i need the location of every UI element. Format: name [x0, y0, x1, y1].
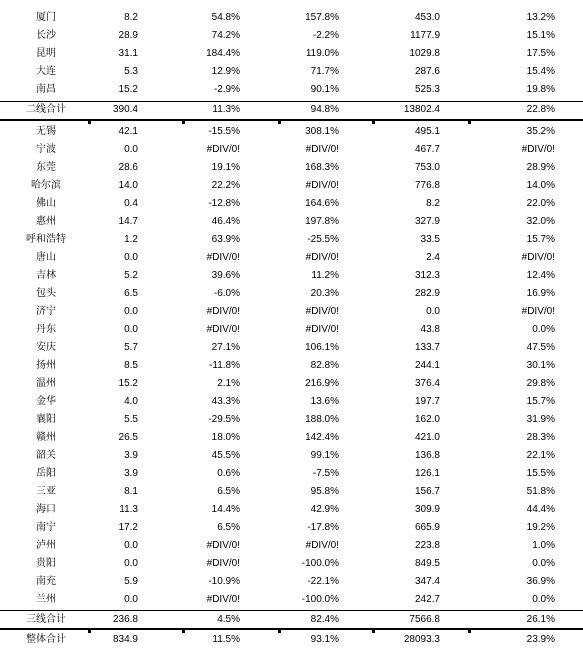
table-row — [0, 611, 583, 629]
value-cell: 133.7 — [414, 342, 440, 353]
city-cell: 扬州 — [36, 360, 56, 371]
table-row — [0, 213, 583, 231]
value-cell: 168.3% — [305, 162, 339, 173]
value-cell: 8.2 — [426, 198, 440, 209]
value-cell: 753.0 — [414, 162, 440, 173]
value-cell: 35.2% — [526, 126, 555, 137]
city-cell: 大连 — [36, 66, 56, 77]
value-cell: 15.5% — [526, 468, 555, 479]
value-cell: 28.9% — [526, 162, 555, 173]
value-cell: 0.6% — [217, 468, 240, 479]
value-cell: 18.0% — [211, 432, 240, 443]
value-cell: 162.0 — [414, 414, 440, 425]
value-cell: 0.0% — [532, 594, 555, 605]
value-cell: 136.8 — [414, 450, 440, 461]
value-cell: 6.5% — [217, 486, 240, 497]
value-cell: 1029.8 — [409, 48, 440, 59]
value-cell: -25.5% — [307, 234, 339, 245]
value-cell: 14.4% — [211, 504, 240, 515]
value-cell: 31.9% — [526, 414, 555, 425]
value-cell: 15.4% — [526, 66, 555, 77]
value-cell: 39.6% — [211, 270, 240, 281]
value-cell: -29.5% — [208, 414, 240, 425]
value-cell: 22.2% — [211, 180, 240, 191]
city-cell: 兰州 — [36, 594, 56, 605]
value-cell: 15.2 — [118, 378, 138, 389]
table-row — [0, 519, 583, 537]
value-cell: #DIV/0! — [305, 324, 339, 335]
value-cell: 13.6% — [310, 396, 339, 407]
city-cell: 整体合计 — [26, 634, 66, 645]
value-cell: 184.4% — [206, 48, 240, 59]
value-cell: -12.8% — [208, 198, 240, 209]
value-cell: 82.8% — [310, 360, 339, 371]
value-cell: 43.8 — [420, 324, 440, 335]
city-cell: 三亚 — [36, 486, 56, 497]
value-cell: 3.9 — [124, 450, 138, 461]
value-cell: 12.4% — [526, 270, 555, 281]
column-tick — [182, 630, 185, 633]
city-cell: 哈尔滨 — [31, 180, 61, 191]
value-cell: 421.0 — [414, 432, 440, 443]
value-cell: 12.9% — [211, 66, 240, 77]
value-cell: 164.6% — [305, 198, 339, 209]
value-cell: #DIV/0! — [206, 558, 240, 569]
table-row — [0, 231, 583, 249]
value-cell: 0.0 — [124, 558, 138, 569]
value-cell: 2.4 — [426, 252, 440, 263]
value-cell: 22.8% — [526, 104, 555, 115]
city-cell: 昆明 — [36, 48, 56, 59]
value-cell: 4.5% — [217, 614, 240, 625]
value-cell: 99.1% — [310, 450, 339, 461]
value-cell: -6.0% — [213, 288, 240, 299]
value-cell: 156.7 — [414, 486, 440, 497]
table-row — [0, 357, 583, 375]
value-cell: 119.0% — [305, 48, 339, 59]
value-cell: 14.7 — [118, 216, 138, 227]
value-cell: 282.9 — [414, 288, 440, 299]
value-cell: 27.1% — [211, 342, 240, 353]
table-row — [0, 303, 583, 321]
value-cell: 287.6 — [414, 66, 440, 77]
table-rule — [0, 610, 583, 611]
column-tick — [278, 630, 281, 633]
value-cell: 0.0 — [124, 540, 138, 551]
value-cell: 16.9% — [526, 288, 555, 299]
value-cell: 5.5 — [124, 414, 138, 425]
table-row — [0, 393, 583, 411]
value-cell: 312.3 — [414, 270, 440, 281]
city-cell: 温州 — [36, 378, 56, 389]
value-cell: 467.7 — [414, 144, 440, 155]
value-cell: #DIV/0! — [206, 324, 240, 335]
table-row — [0, 429, 583, 447]
city-cell: 厦门 — [36, 12, 56, 23]
city-cell: 丹东 — [36, 324, 56, 335]
value-cell: 15.7% — [526, 396, 555, 407]
value-cell: 0.0 — [124, 252, 138, 263]
column-tick — [182, 121, 185, 124]
value-cell: 0.0 — [124, 324, 138, 335]
table-row — [0, 573, 583, 591]
city-cell: 南昌 — [36, 84, 56, 95]
city-cell: 无锡 — [36, 126, 56, 137]
value-cell: 28093.3 — [403, 634, 440, 645]
value-cell: 242.7 — [414, 594, 440, 605]
value-cell: 11.3 — [119, 504, 138, 515]
value-cell: 1177.9 — [410, 30, 440, 41]
value-cell: 0.0 — [124, 144, 138, 155]
column-tick — [88, 630, 91, 633]
value-cell: 20.3% — [310, 288, 339, 299]
column-tick — [372, 630, 375, 633]
city-cell: 宁波 — [36, 144, 56, 155]
value-cell: 19.8% — [526, 84, 555, 95]
value-cell: 19.2% — [526, 522, 555, 533]
city-cell: 南充 — [36, 576, 56, 587]
value-cell: 216.9% — [305, 378, 339, 389]
table-row — [0, 321, 583, 339]
value-cell: 11.3% — [212, 104, 240, 115]
value-cell: 28.9 — [118, 30, 138, 41]
value-cell: 74.2% — [211, 30, 240, 41]
value-cell: -100.0% — [301, 558, 339, 569]
value-cell: 0.0 — [124, 306, 138, 317]
table-row — [0, 555, 583, 573]
value-cell: 26.5 — [118, 432, 138, 443]
value-cell: 22.1% — [526, 450, 555, 461]
value-cell: #DIV/0! — [305, 180, 339, 191]
table-row — [0, 249, 583, 267]
value-cell: 6.5 — [124, 288, 138, 299]
value-cell: #DIV/0! — [521, 306, 555, 317]
value-cell: -2.2% — [312, 30, 339, 41]
value-cell: 29.8% — [526, 378, 555, 389]
value-cell: 5.9 — [124, 576, 138, 587]
table-row — [0, 375, 583, 393]
table-row — [0, 631, 583, 649]
value-cell: 849.5 — [414, 558, 440, 569]
value-cell: 6.5% — [217, 522, 240, 533]
table-row — [0, 537, 583, 555]
city-cell: 济宁 — [36, 306, 56, 317]
column-tick — [468, 121, 471, 124]
value-cell: 30.1% — [526, 360, 555, 371]
table-row — [0, 101, 583, 119]
city-cell: 呼和浩特 — [26, 234, 66, 245]
table-row — [0, 465, 583, 483]
value-cell: 834.9 — [112, 634, 138, 645]
value-cell: #DIV/0! — [521, 144, 555, 155]
value-cell: 390.4 — [112, 104, 138, 115]
value-cell: 5.7 — [124, 342, 138, 353]
value-cell: 0.0 — [426, 306, 440, 317]
column-tick — [88, 121, 91, 124]
value-cell: -100.0% — [301, 594, 339, 605]
city-cell: 长沙 — [36, 30, 56, 41]
table-row — [0, 177, 583, 195]
city-cell: 金华 — [36, 396, 56, 407]
value-cell: 0.0% — [532, 558, 555, 569]
value-cell: 0.4 — [124, 198, 138, 209]
value-cell: 19.1% — [211, 162, 240, 173]
table-rule — [0, 101, 583, 102]
value-cell: 495.1 — [414, 126, 440, 137]
city-cell: 吉林 — [36, 270, 56, 281]
value-cell: 93.1% — [310, 634, 339, 645]
table-row — [0, 195, 583, 213]
value-cell: 95.8% — [310, 486, 339, 497]
value-cell: #DIV/0! — [305, 306, 339, 317]
value-cell: 2.1% — [217, 378, 240, 389]
value-cell: #DIV/0! — [521, 252, 555, 263]
city-cell: 贵阳 — [36, 558, 56, 569]
value-cell: #DIV/0! — [206, 144, 240, 155]
value-cell: 28.6 — [118, 162, 138, 173]
value-cell: 188.0% — [305, 414, 339, 425]
value-cell: -11.8% — [209, 360, 240, 371]
table-row — [0, 285, 583, 303]
value-cell: 17.5% — [526, 48, 555, 59]
column-tick — [468, 630, 471, 633]
value-cell: 244.1 — [414, 360, 440, 371]
value-cell: #DIV/0! — [206, 306, 240, 317]
table-row — [0, 159, 583, 177]
city-cell: 包头 — [36, 288, 56, 299]
value-cell: 33.5 — [420, 234, 440, 245]
value-cell: 14.0% — [526, 180, 555, 191]
value-cell: 0.0% — [532, 324, 555, 335]
value-cell: #DIV/0! — [305, 144, 339, 155]
value-cell: 15.1% — [526, 30, 555, 41]
value-cell: 8.2 — [124, 12, 138, 23]
value-cell: 13.2% — [526, 12, 555, 23]
value-cell: 15.2 — [118, 84, 138, 95]
value-cell: 4.0 — [124, 396, 138, 407]
value-cell: 665.9 — [414, 522, 440, 533]
value-cell: 5.3 — [124, 66, 138, 77]
table-row — [0, 591, 583, 609]
value-cell: 54.8% — [211, 12, 240, 23]
table-row — [0, 483, 583, 501]
value-cell: 42.9% — [310, 504, 339, 515]
city-cell: 佛山 — [36, 198, 56, 209]
value-cell: 90.1% — [310, 84, 339, 95]
city-cell: 二线合计 — [26, 104, 66, 115]
value-cell: #DIV/0! — [305, 252, 339, 263]
value-cell: 525.3 — [414, 84, 440, 95]
value-cell: 776.8 — [414, 180, 440, 191]
value-cell: 14.0 — [118, 180, 138, 191]
value-cell: 142.4% — [305, 432, 339, 443]
city-cell: 东莞 — [36, 162, 56, 173]
value-cell: 31.1 — [118, 48, 138, 59]
city-cell: 海口 — [36, 504, 56, 515]
column-tick — [372, 121, 375, 124]
city-cell: 泸州 — [36, 540, 56, 551]
value-cell: 26.1% — [526, 614, 555, 625]
value-cell: 42.1 — [118, 126, 138, 137]
city-cell: 南宁 — [36, 522, 56, 533]
value-cell: 11.5% — [212, 634, 240, 645]
table-row — [0, 339, 583, 357]
value-cell: #DIV/0! — [206, 594, 240, 605]
value-cell: 63.9% — [211, 234, 240, 245]
value-cell: 45.5% — [211, 450, 240, 461]
table-row — [0, 267, 583, 285]
value-cell: 197.7 — [414, 396, 440, 407]
value-cell: 28.3% — [526, 432, 555, 443]
value-cell: 376.4 — [414, 378, 440, 389]
value-cell: #DIV/0! — [206, 540, 240, 551]
value-cell: 51.8% — [526, 486, 555, 497]
value-cell: -15.5% — [208, 126, 240, 137]
value-cell: -17.8% — [307, 522, 339, 533]
value-cell: 0.0 — [124, 594, 138, 605]
value-cell: 453.0 — [414, 12, 440, 23]
value-cell: 8.5 — [124, 360, 138, 371]
table-row — [0, 81, 583, 99]
value-cell: 8.1 — [124, 486, 138, 497]
value-cell: 223.8 — [414, 540, 440, 551]
value-cell: -22.1% — [307, 576, 339, 587]
value-cell: 94.8% — [310, 104, 339, 115]
value-cell: 197.8% — [305, 216, 339, 227]
value-cell: -2.9% — [213, 84, 240, 95]
city-cell: 韶关 — [36, 450, 56, 461]
value-cell: 15.7% — [526, 234, 555, 245]
table-row — [0, 9, 583, 27]
value-cell: 47.5% — [526, 342, 555, 353]
value-cell: 13802.4 — [403, 104, 440, 115]
value-cell: 32.0% — [526, 216, 555, 227]
column-tick — [278, 121, 281, 124]
value-cell: 71.7% — [310, 66, 339, 77]
city-cell: 岳阳 — [36, 468, 56, 479]
value-cell: 157.8% — [305, 12, 339, 23]
table-row — [0, 447, 583, 465]
value-cell: #DIV/0! — [305, 540, 339, 551]
value-cell: 327.9 — [414, 216, 440, 227]
value-cell: 236.8 — [112, 614, 138, 625]
city-cell: 三线合计 — [26, 614, 66, 625]
value-cell: 347.4 — [414, 576, 440, 587]
value-cell: 1.0% — [532, 540, 555, 551]
city-cell: 唐山 — [36, 252, 56, 263]
value-cell: 17.2 — [118, 522, 138, 533]
value-cell: #DIV/0! — [206, 252, 240, 263]
value-cell: 3.9 — [124, 468, 138, 479]
city-cell: 惠州 — [36, 216, 56, 227]
value-cell: 44.4% — [526, 504, 555, 515]
value-cell: 82.4% — [310, 614, 339, 625]
table-row — [0, 411, 583, 429]
city-cell: 安庆 — [36, 342, 56, 353]
value-cell: 126.1 — [414, 468, 440, 479]
value-cell: 1.2 — [124, 234, 138, 245]
table-row — [0, 45, 583, 63]
city-cell: 襄阳 — [36, 414, 56, 425]
value-cell: 5.2 — [124, 270, 138, 281]
value-cell: 106.1% — [305, 342, 339, 353]
value-cell: -7.5% — [312, 468, 339, 479]
value-cell: 7566.8 — [409, 614, 440, 625]
value-cell: 46.4% — [211, 216, 240, 227]
city-cell: 赣州 — [36, 432, 56, 443]
table-row — [0, 123, 583, 141]
value-cell: 11.2% — [311, 270, 339, 281]
table-row — [0, 63, 583, 81]
value-cell: 23.9% — [526, 634, 555, 645]
value-cell: 309.9 — [414, 504, 440, 515]
table-row — [0, 27, 583, 45]
value-cell: 308.1% — [305, 126, 339, 137]
table-row — [0, 501, 583, 519]
table-row — [0, 141, 583, 159]
value-cell: -10.9% — [208, 576, 240, 587]
value-cell: 36.9% — [526, 576, 555, 587]
value-cell: 22.0% — [526, 198, 555, 209]
value-cell: 43.3% — [211, 396, 240, 407]
